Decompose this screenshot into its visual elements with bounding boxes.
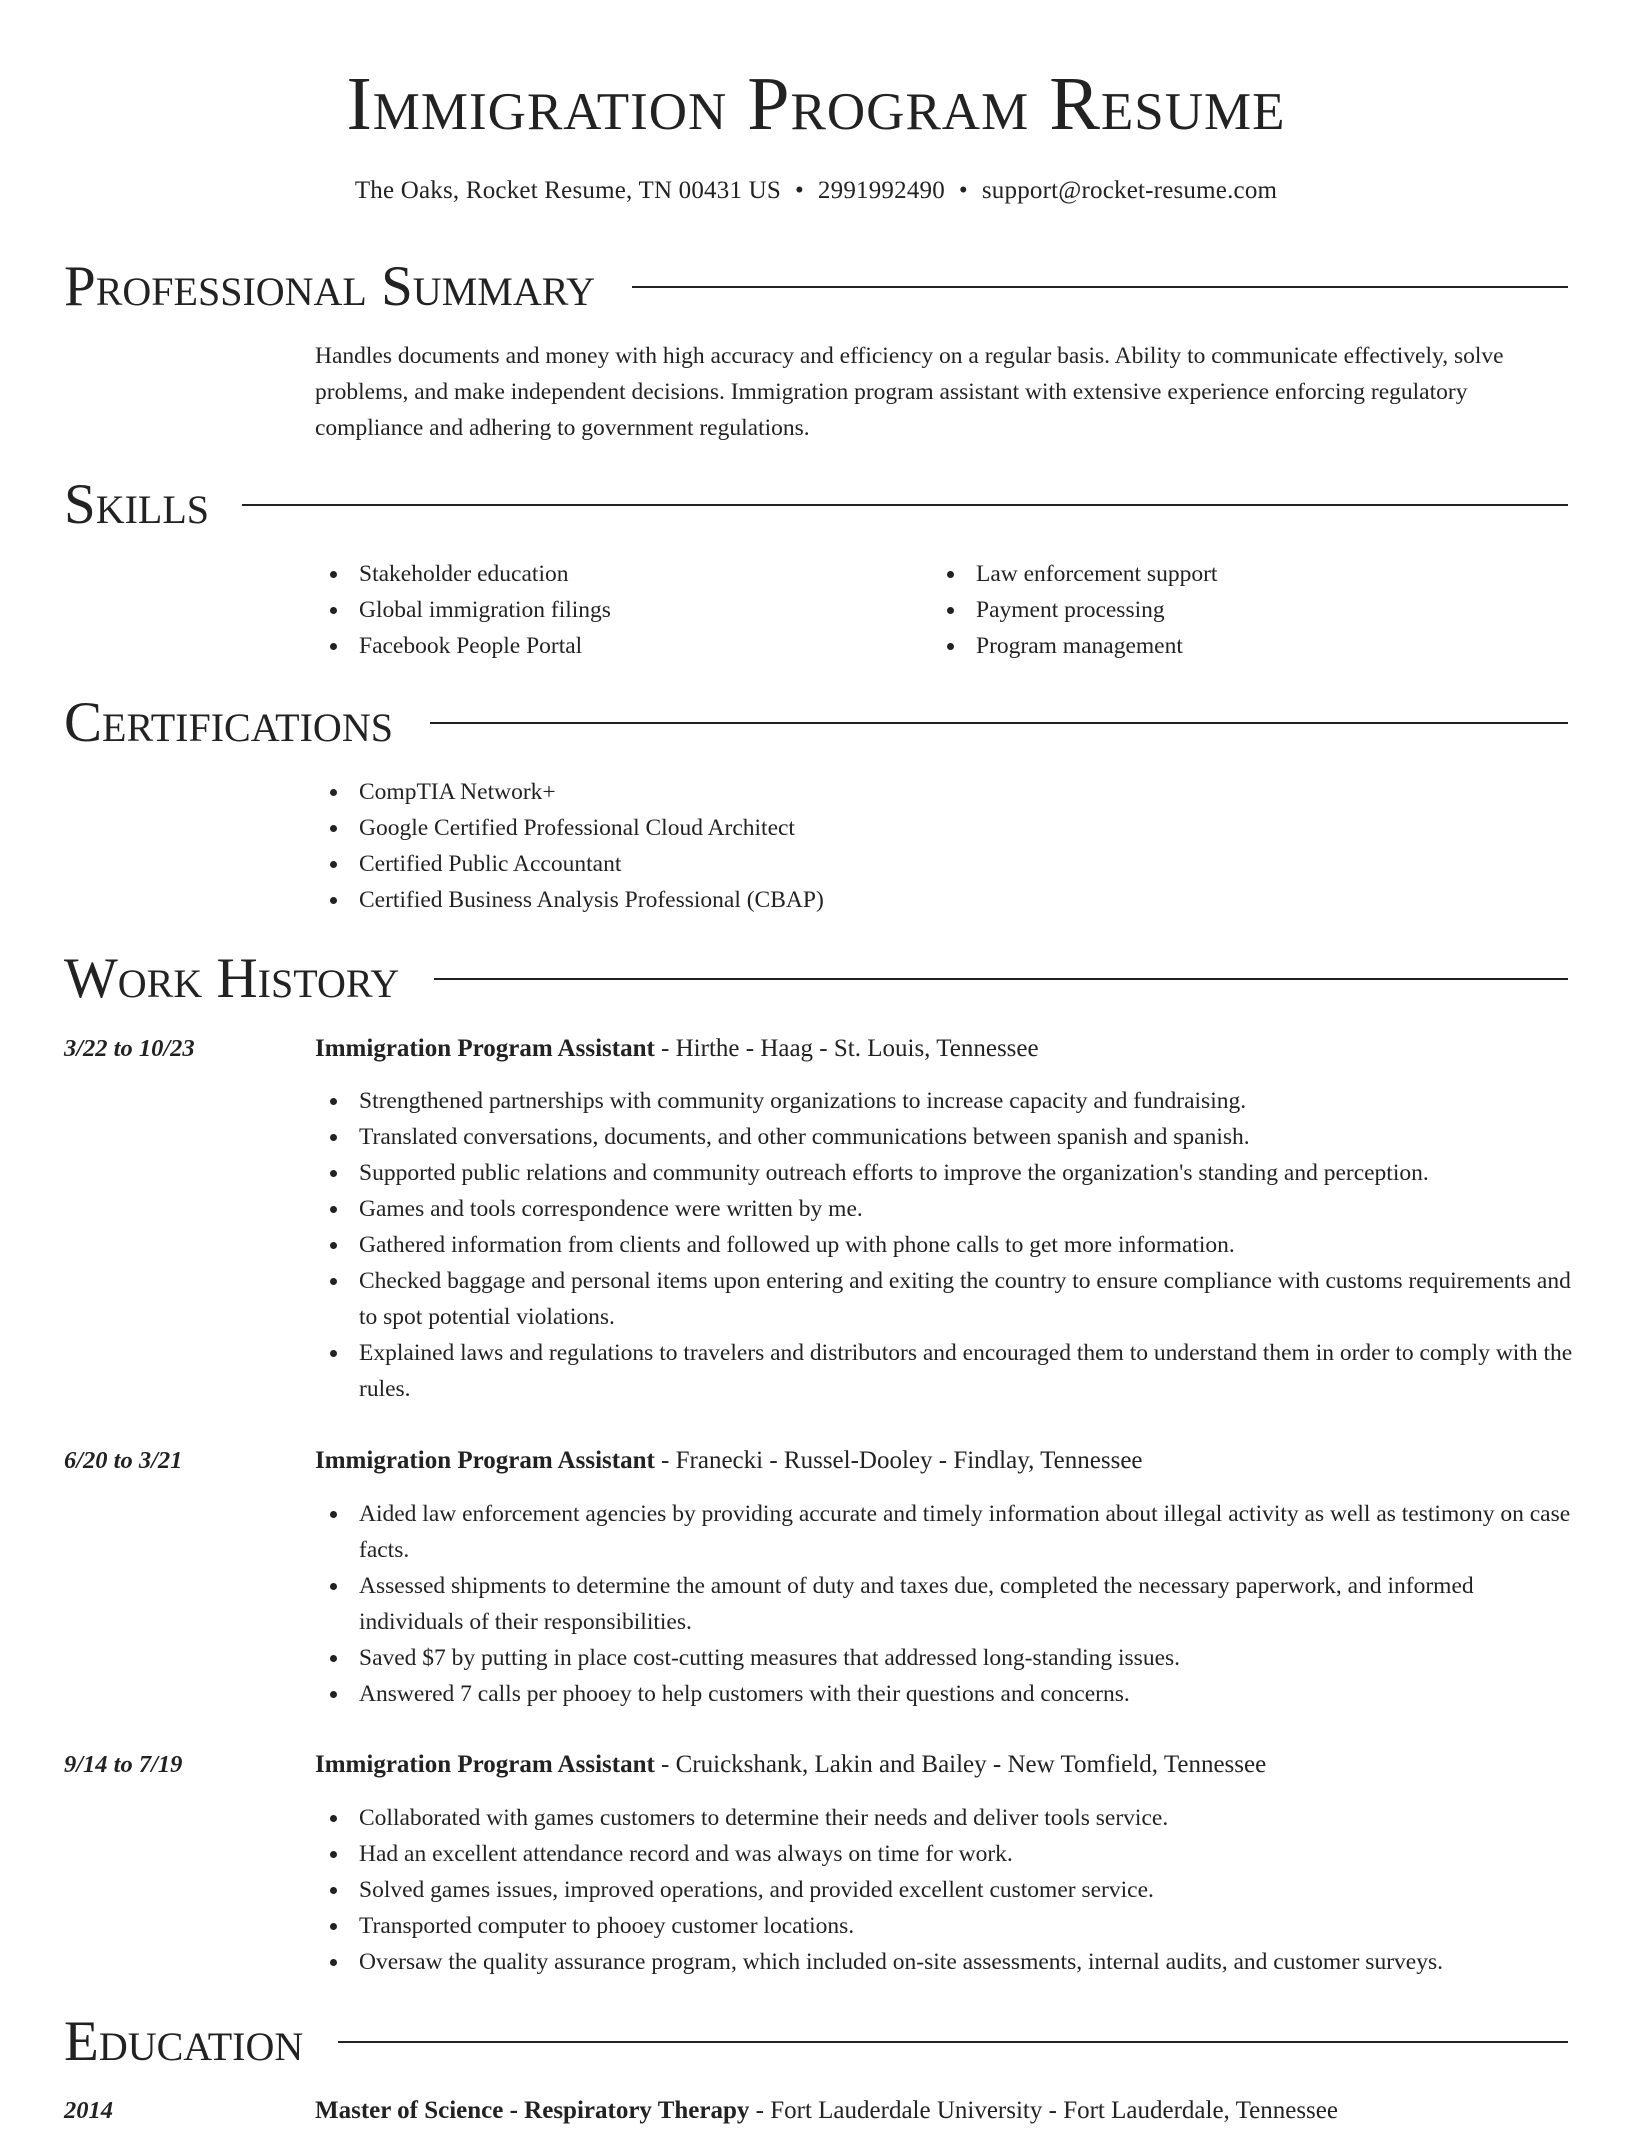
job-bullet: Answered 7 calls per phooey to help customers with their questions and concerns. — [315, 1676, 1575, 1712]
contact-phone: 2991992490 — [817, 177, 945, 204]
job-bullets — [315, 1083, 1575, 1407]
skill-item: Facebook People Portal — [315, 628, 915, 664]
job-bullet: Saved $7 by putting in place cost-cutting measures that addressed long-standing issues. — [315, 1640, 1575, 1676]
job-bullet: Strengthened partnerships with community organizations to increase capacity and fundraising. — [315, 1083, 1575, 1119]
skill-item: Stakeholder education — [315, 556, 915, 592]
job-bullet: Supported public relations and community outreach efforts to improve the organization's standing and perception. — [315, 1155, 1575, 1191]
job-title: Immigration Program Assistant — [315, 1035, 655, 1062]
job-bullet: Transported computer to phooey customer locations. — [315, 1908, 1575, 1944]
job-bullet: Games and tools correspondence were written by me. — [315, 1191, 1575, 1227]
section-divider — [242, 504, 1568, 506]
job-employer: - Franecki - Russel-Dooley - Findlay, Tennessee — [661, 1447, 1143, 1474]
job-heading — [315, 1443, 1143, 1479]
summary-text: Handles documents and money with high accuracy and efficiency on a regular basis. Ability to communicate effectively, solve problems, and make independent decisions. Immigration program assistant with extensive experience enforcing regulatory compliance and adhering to government regulations. — [315, 343, 1504, 441]
job-bullet: Solved games issues, improved operations, and provided excellent customer service. — [315, 1872, 1575, 1908]
education-heading: Education — [64, 2010, 304, 2073]
education-entry — [315, 2093, 1338, 2129]
skill-item: Program management — [932, 628, 1572, 664]
certification-item: Certified Public Accountant — [315, 846, 824, 882]
summary-heading: Professional Summary — [64, 255, 596, 318]
job-title: Immigration Program Assistant — [315, 1751, 655, 1778]
skill-item: Law enforcement support — [932, 556, 1572, 592]
job-bullet: Explained laws and regulations to travelers and distributors and encouraged them to understand them in order to comply with the rules. — [315, 1335, 1575, 1407]
skills-heading: Skills — [64, 473, 210, 536]
skills-list-right — [932, 556, 1572, 664]
contact-email: support@rocket-resume.com — [981, 177, 1278, 204]
contact-separator: • — [958, 177, 968, 204]
job-employer: - Hirthe - Haag - St. Louis, Tennessee — [661, 1035, 1039, 1062]
job-bullet: Aided law enforcement agencies by providing accurate and timely information about illegal activity as well as testimony on case facts. — [315, 1496, 1575, 1568]
job-bullets — [315, 1800, 1575, 1980]
contact-line — [0, 175, 1632, 207]
job-dates: 3/22 to 10/23 — [64, 1035, 195, 1062]
education-date: 2014 — [64, 2097, 113, 2124]
certification-item: Google Certified Professional Cloud Architect — [315, 810, 824, 846]
education-school: - Fort Lauderdale University - Fort Lauderdale, Tennessee — [755, 2097, 1338, 2124]
certifications-list — [315, 774, 824, 918]
certification-item: Certified Business Analysis Professional (CBAP) — [315, 882, 824, 918]
job-dates: 9/14 to 7/19 — [64, 1751, 183, 1778]
job-bullet: Collaborated with games customers to determine their needs and deliver tools service. — [315, 1800, 1575, 1836]
job-bullet: Gathered information from clients and followed up with phone calls to get more information. — [315, 1227, 1575, 1263]
resume-name: Immigration Program Resume — [346, 62, 1286, 146]
education-degree: Master of Science - Respiratory Therapy — [315, 2097, 750, 2124]
section-divider — [632, 286, 1568, 288]
job-bullet: Oversaw the quality assurance program, which included on-site assessments, internal audits, and customer surveys. — [315, 1944, 1575, 1980]
job-title: Immigration Program Assistant — [315, 1447, 655, 1474]
certification-item: CompTIA Network+ — [315, 774, 824, 810]
job-heading — [315, 1031, 1039, 1067]
section-divider — [434, 978, 1568, 980]
contact-address: The Oaks, Rocket Resume, TN 00431 US — [354, 177, 781, 204]
certifications-heading: Certifications — [64, 691, 393, 754]
skill-item: Global immigration filings — [315, 592, 915, 628]
work-history-heading: Work History — [64, 947, 400, 1010]
job-dates: 6/20 to 3/21 — [64, 1447, 183, 1474]
section-divider — [430, 722, 1568, 724]
job-bullet: Had an excellent attendance record and was always on time for work. — [315, 1836, 1575, 1872]
skills-list-left — [315, 556, 915, 664]
job-heading — [315, 1747, 1266, 1783]
job-employer: - Cruickshank, Lakin and Bailey - New Tomfield, Tennessee — [661, 1751, 1267, 1778]
job-bullet: Assessed shipments to determine the amount of duty and taxes due, completed the necessary paperwork, and informed individuals of their responsibilities. — [315, 1568, 1575, 1640]
skill-item: Payment processing — [932, 592, 1572, 628]
section-divider — [338, 2041, 1568, 2043]
job-bullets — [315, 1496, 1575, 1712]
job-bullet: Translated conversations, documents, and other communications between spanish and spanish. — [315, 1119, 1575, 1155]
job-bullet: Checked baggage and personal items upon entering and exiting the country to ensure compliance with customs requirements and to spot potential violations. — [315, 1263, 1575, 1335]
contact-separator: • — [794, 177, 804, 204]
